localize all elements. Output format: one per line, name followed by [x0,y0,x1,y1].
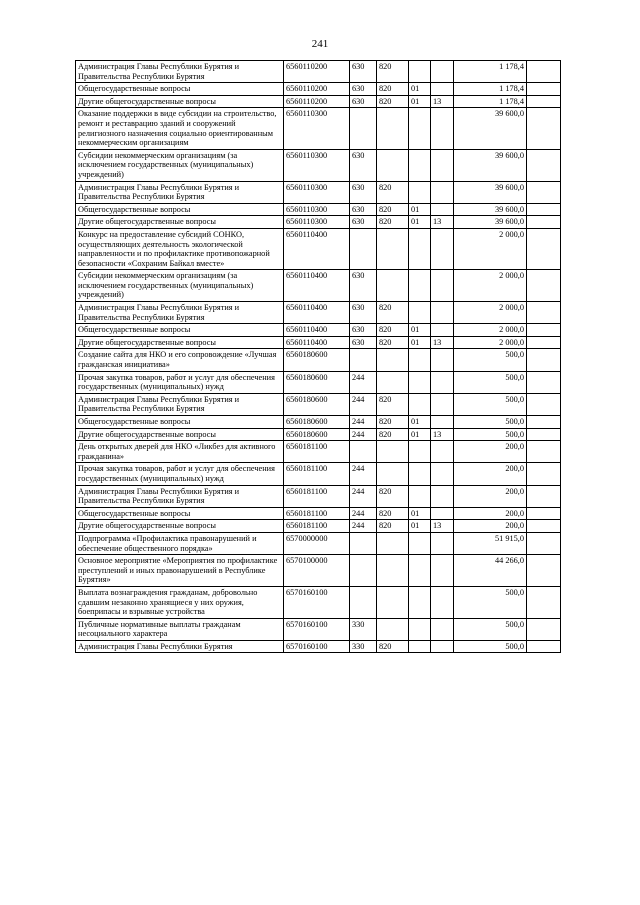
subsection-cell [431,507,454,520]
target-article-cell: 6560110400 [284,302,350,324]
subsection-cell: 13 [431,336,454,349]
expense-type-cell: 244 [350,485,377,507]
empty-cell [527,302,561,324]
administrator-code-cell: 820 [377,520,409,533]
empty-cell [527,270,561,302]
expense-type-cell: 630 [350,61,377,83]
table-body [76,61,561,653]
administrator-code-cell [377,586,409,618]
table-row [76,349,561,371]
empty-cell [527,83,561,96]
amount-cell: 500,0 [454,640,527,653]
row-name-cell: День открытых дверей для НКО «Ликбез для активного гражданина» [76,441,284,463]
administrator-code-cell: 820 [377,485,409,507]
target-article-cell: 6560110400 [284,324,350,337]
row-name-cell: Основное мероприятие «Мероприятия по профилактике преступлений и иных правонарушений в Республике Бурятия» [76,555,284,587]
expense-type-cell: 630 [350,270,377,302]
section-cell [409,61,431,83]
administrator-code-cell: 820 [377,640,409,653]
administrator-code-cell: 820 [377,416,409,429]
section-cell: 01 [409,95,431,108]
amount-cell: 500,0 [454,371,527,393]
section-cell [409,586,431,618]
administrator-code-cell: 820 [377,507,409,520]
empty-cell [527,181,561,203]
subsection-cell: 13 [431,216,454,229]
expense-type-cell [350,586,377,618]
table-row [76,520,561,533]
table-row [76,95,561,108]
table-row [76,485,561,507]
row-name-cell: Прочая закупка товаров, работ и услуг для обеспечения государственных (муниципальных) нужд [76,371,284,393]
subsection-cell [431,393,454,415]
table-row [76,463,561,485]
subsection-cell [431,532,454,554]
amount-cell: 1 178,4 [454,83,527,96]
administrator-code-cell [377,618,409,640]
subsection-cell [431,83,454,96]
section-cell [409,181,431,203]
empty-cell [527,618,561,640]
row-name-cell: Субсидии некоммерческим организациям (за исключением государственных (муниципальных) учреждений) [76,149,284,181]
table-row [76,83,561,96]
empty-cell [527,640,561,653]
table-row [76,216,561,229]
amount-cell: 44 266,0 [454,555,527,587]
row-name-cell: Другие общегосударственные вопросы [76,95,284,108]
expense-type-cell: 630 [350,336,377,349]
table-row [76,324,561,337]
target-article-cell: 6570000000 [284,532,350,554]
table-row [76,61,561,83]
empty-cell [527,520,561,533]
subsection-cell [431,416,454,429]
subsection-cell [431,485,454,507]
empty-cell [527,61,561,83]
target-article-cell: 6560180600 [284,371,350,393]
subsection-cell: 13 [431,520,454,533]
administrator-code-cell: 820 [377,428,409,441]
administrator-code-cell [377,463,409,485]
target-article-cell: 6560110200 [284,83,350,96]
row-name-cell: Администрация Главы Республики Бурятия и Правительства Республики Бурятия [76,302,284,324]
table-row [76,532,561,554]
amount-cell: 2 000,0 [454,228,527,269]
subsection-cell [431,349,454,371]
amount-cell: 200,0 [454,507,527,520]
expense-type-cell: 330 [350,618,377,640]
table-row [76,441,561,463]
expense-type-cell: 330 [350,640,377,653]
empty-cell [527,463,561,485]
administrator-code-cell: 820 [377,216,409,229]
expense-type-cell [350,228,377,269]
amount-cell: 200,0 [454,485,527,507]
page-number: 241 [311,38,329,50]
administrator-code-cell [377,371,409,393]
amount-cell: 500,0 [454,618,527,640]
expense-type-cell: 630 [350,324,377,337]
target-article-cell: 6560181100 [284,520,350,533]
empty-cell [527,507,561,520]
target-article-cell: 6560110300 [284,216,350,229]
target-article-cell: 6560110400 [284,270,350,302]
empty-cell [527,532,561,554]
subsection-cell [431,640,454,653]
empty-cell [527,441,561,463]
empty-cell [527,228,561,269]
section-cell [409,270,431,302]
table-row [76,149,561,181]
subsection-cell [431,181,454,203]
target-article-cell: 6560180600 [284,393,350,415]
section-cell: 01 [409,428,431,441]
row-name-cell: Публичные нормативные выплаты гражданам несоциального характера [76,618,284,640]
amount-cell: 39 600,0 [454,108,527,149]
row-name-cell: Общегосударственные вопросы [76,324,284,337]
row-name-cell: Другие общегосударственные вопросы [76,216,284,229]
amount-cell: 39 600,0 [454,181,527,203]
target-article-cell: 6560110200 [284,95,350,108]
row-name-cell: Администрация Главы Республики Бурятия и Правительства Республики Бурятия [76,61,284,83]
target-article-cell: 6560110300 [284,149,350,181]
empty-cell [527,428,561,441]
section-cell: 01 [409,324,431,337]
administrator-code-cell [377,441,409,463]
amount-cell: 500,0 [454,586,527,618]
amount-cell: 200,0 [454,463,527,485]
row-name-cell: Общегосударственные вопросы [76,203,284,216]
table-row [76,416,561,429]
subsection-cell [431,618,454,640]
row-name-cell: Оказание поддержки в виде субсидии на строительство, ремонт и реставрацию зданий и сооружений религиозного назначения социально ориентированным некоммерческим организациям [76,108,284,149]
row-name-cell: Подпрограмма «Профилактика правонарушений и обеспечение общественного порядка» [76,532,284,554]
row-name-cell: Администрация Главы Республики Бурятия и Правительства Республики Бурятия [76,485,284,507]
table-row [76,371,561,393]
section-cell [409,555,431,587]
subsection-cell: 13 [431,95,454,108]
amount-cell: 500,0 [454,393,527,415]
expense-type-cell: 630 [350,302,377,324]
section-cell [409,485,431,507]
expense-type-cell [350,441,377,463]
table-row [76,203,561,216]
administrator-code-cell: 820 [377,302,409,324]
row-name-cell: Общегосударственные вопросы [76,83,284,96]
target-article-cell: 6560110300 [284,108,350,149]
target-article-cell: 6570160100 [284,618,350,640]
section-cell [409,108,431,149]
table-row [76,555,561,587]
row-name-cell: Другие общегосударственные вопросы [76,520,284,533]
administrator-code-cell [377,149,409,181]
subsection-cell [431,586,454,618]
subsection-cell [431,108,454,149]
budget-table [75,60,561,653]
section-cell: 01 [409,507,431,520]
row-name-cell: Конкурс на предоставление субсидий СОНКО, осуществляющих деятельность экологической направленности и по профилактике противопожарной безопасности «Сохраним Байкал вместе» [76,228,284,269]
table-row [76,228,561,269]
section-cell [409,618,431,640]
section-cell [409,532,431,554]
target-article-cell: 6560180600 [284,428,350,441]
target-article-cell: 6570160100 [284,640,350,653]
amount-cell: 1 178,4 [454,95,527,108]
subsection-cell: 13 [431,428,454,441]
target-article-cell: 6560181100 [284,441,350,463]
section-cell: 01 [409,203,431,216]
expense-type-cell: 244 [350,371,377,393]
expense-type-cell: 630 [350,83,377,96]
amount-cell: 2 000,0 [454,336,527,349]
table-row [76,302,561,324]
amount-cell: 39 600,0 [454,149,527,181]
section-cell: 01 [409,216,431,229]
subsection-cell [431,463,454,485]
administrator-code-cell: 820 [377,95,409,108]
section-cell: 01 [409,520,431,533]
amount-cell: 2 000,0 [454,302,527,324]
section-cell: 01 [409,416,431,429]
table-row [76,181,561,203]
empty-cell [527,485,561,507]
amount-cell: 2 000,0 [454,324,527,337]
administrator-code-cell: 820 [377,181,409,203]
subsection-cell [431,555,454,587]
expense-type-cell [350,108,377,149]
expense-type-cell: 244 [350,507,377,520]
row-name-cell: Администрация Главы Республики Бурятия и Правительства Республики Бурятия [76,181,284,203]
empty-cell [527,416,561,429]
amount-cell: 200,0 [454,520,527,533]
target-article-cell: 6560181100 [284,507,350,520]
target-article-cell: 6570100000 [284,555,350,587]
subsection-cell [431,371,454,393]
administrator-code-cell [377,555,409,587]
expense-type-cell: 244 [350,416,377,429]
amount-cell: 1 178,4 [454,61,527,83]
section-cell [409,393,431,415]
administrator-code-cell [377,270,409,302]
row-name-cell: Субсидии некоммерческим организациям (за исключением государственных (муниципальных) учреждений) [76,270,284,302]
empty-cell [527,203,561,216]
administrator-code-cell: 820 [377,61,409,83]
target-article-cell: 6560110200 [284,61,350,83]
target-article-cell: 6560181100 [284,463,350,485]
expense-type-cell: 630 [350,95,377,108]
target-article-cell: 6560110300 [284,203,350,216]
section-cell [409,463,431,485]
amount-cell: 39 600,0 [454,203,527,216]
table-row [76,393,561,415]
row-name-cell: Другие общегосударственные вопросы [76,336,284,349]
section-cell [409,149,431,181]
expense-type-cell: 630 [350,149,377,181]
amount-cell: 2 000,0 [454,270,527,302]
empty-cell [527,393,561,415]
table-row [76,270,561,302]
empty-cell [527,371,561,393]
row-name-cell: Администрация Главы Республики Бурятия [76,640,284,653]
amount-cell: 500,0 [454,349,527,371]
expense-type-cell [350,532,377,554]
table-row [76,108,561,149]
expense-type-cell [350,555,377,587]
subsection-cell [431,149,454,181]
section-cell [409,441,431,463]
subsection-cell [431,203,454,216]
amount-cell: 51 915,0 [454,532,527,554]
section-cell [409,228,431,269]
row-name-cell: Общегосударственные вопросы [76,416,284,429]
target-article-cell: 6560110400 [284,228,350,269]
target-article-cell: 6560180600 [284,349,350,371]
row-name-cell: Выплата вознаграждения гражданам, добровольно сдавшим незаконно хранящиеся у них оружия, боеприпасы и взрывные устройства [76,586,284,618]
administrator-code-cell [377,108,409,149]
section-cell [409,640,431,653]
administrator-code-cell [377,532,409,554]
row-name-cell: Администрация Главы Республики Бурятия и Правительства Республики Бурятия [76,393,284,415]
table-row [76,428,561,441]
table-row [76,586,561,618]
row-name-cell: Общегосударственные вопросы [76,507,284,520]
target-article-cell: 6560110300 [284,181,350,203]
expense-type-cell: 630 [350,203,377,216]
amount-cell: 500,0 [454,428,527,441]
empty-cell [527,216,561,229]
target-article-cell: 6570160100 [284,586,350,618]
section-cell: 01 [409,83,431,96]
row-name-cell: Прочая закупка товаров, работ и услуг для обеспечения государственных (муниципальных) нужд [76,463,284,485]
table-row [76,507,561,520]
empty-cell [527,349,561,371]
subsection-cell [431,441,454,463]
section-cell [409,371,431,393]
row-name-cell: Создание сайта для НКО и его сопровождение «Лучшая гражданская инициатива» [76,349,284,371]
table-row [76,640,561,653]
target-article-cell: 6560181100 [284,485,350,507]
target-article-cell: 6560180600 [284,416,350,429]
subsection-cell [431,324,454,337]
empty-cell [527,555,561,587]
subsection-cell [431,270,454,302]
administrator-code-cell: 820 [377,324,409,337]
row-name-cell: Другие общегосударственные вопросы [76,428,284,441]
expense-type-cell [350,349,377,371]
expense-type-cell: 630 [350,216,377,229]
amount-cell: 200,0 [454,441,527,463]
subsection-cell [431,228,454,269]
expense-type-cell: 244 [350,520,377,533]
table-row [76,618,561,640]
empty-cell [527,324,561,337]
administrator-code-cell: 820 [377,393,409,415]
administrator-code-cell: 820 [377,336,409,349]
administrator-code-cell [377,228,409,269]
table-row [76,336,561,349]
section-cell: 01 [409,336,431,349]
empty-cell [527,336,561,349]
amount-cell: 39 600,0 [454,216,527,229]
empty-cell [527,149,561,181]
expense-type-cell: 244 [350,463,377,485]
amount-cell: 500,0 [454,416,527,429]
subsection-cell [431,61,454,83]
expense-type-cell: 244 [350,428,377,441]
empty-cell [527,108,561,149]
administrator-code-cell [377,349,409,371]
subsection-cell [431,302,454,324]
expense-type-cell: 244 [350,393,377,415]
empty-cell [527,586,561,618]
section-cell [409,302,431,324]
administrator-code-cell: 820 [377,83,409,96]
section-cell [409,349,431,371]
expense-type-cell: 630 [350,181,377,203]
target-article-cell: 6560110400 [284,336,350,349]
empty-cell [527,95,561,108]
administrator-code-cell: 820 [377,203,409,216]
